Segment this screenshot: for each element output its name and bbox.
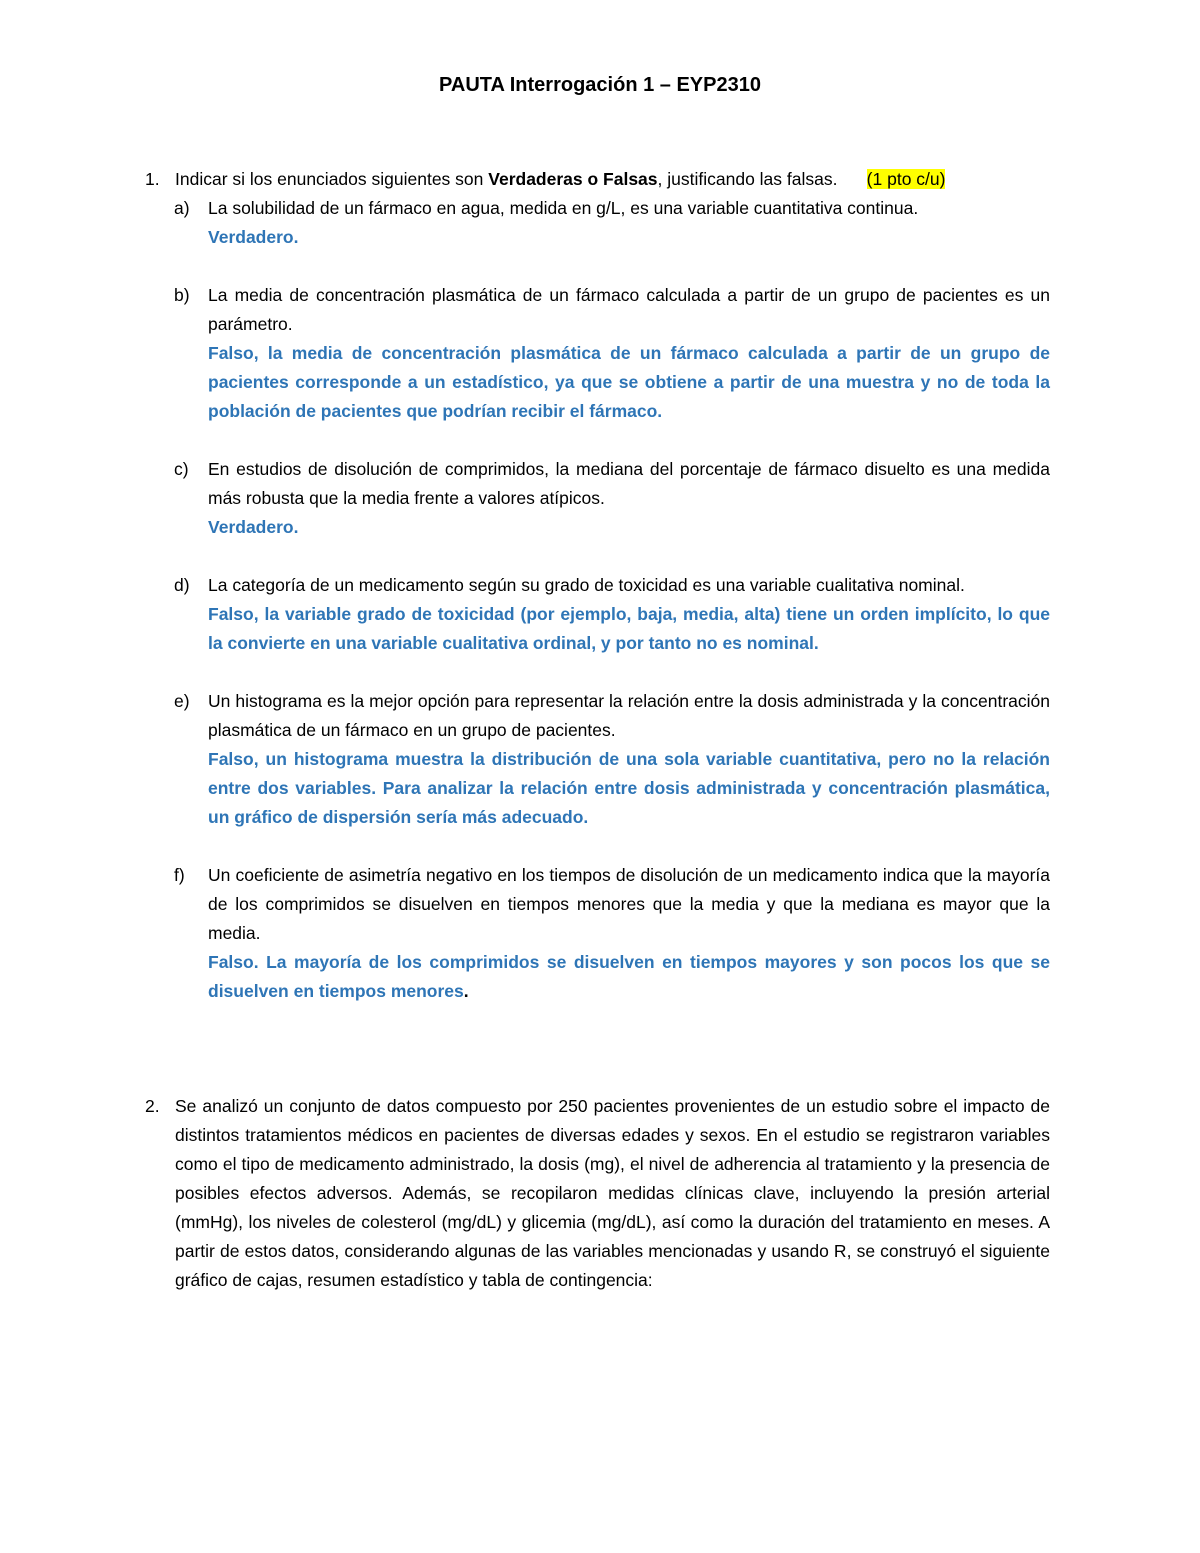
item-letter: c) [174, 459, 189, 479]
item-letter: d) [174, 575, 190, 595]
item-answer: Verdadero. [208, 227, 299, 247]
item-statement: Un histograma es la mejor opción para representar la relación entre la dosis administrada y la concentración plasmática de un fármaco en un grupo de pacientes. [208, 691, 1050, 740]
item-answer: Falso, un histograma muestra la distribución de una sola variable cuantitativa, pero no la relación entre dos variables. Para analizar la relación entre dosis administrada y concentración plasmática, un gráfico de dispersión sería más adecuado. [208, 749, 1050, 827]
item-answer: Falso, la media de concentración plasmática de un fármaco calculada a partir de un grupo de pacientes corresponde a un estadístico, ya que se obtiene a partir de una muestra y no de toda la población de pacientes que podrían recibir el fármaco. [208, 343, 1050, 421]
item-letter: a) [174, 198, 190, 218]
list-item [145, 281, 1050, 426]
prompt-text: Indicar si los enunciados siguientes son [175, 169, 489, 189]
question-1-prompt [175, 165, 1050, 194]
points-badge: (1 pto c/u) [866, 169, 946, 189]
list-item [145, 571, 1050, 658]
item-answer: Verdadero. [208, 517, 299, 537]
prompt-bold-text: Verdaderas o Falsas [488, 169, 658, 189]
question-1-items [145, 194, 1050, 1006]
list-item [145, 861, 1050, 1006]
question-2-text: Se analizó un conjunto de datos compuesto por 250 pacientes provenientes de un estudio sobre el impacto de distintos tratamientos médicos en pacientes de diversas edades y sexos. En el estudio se registraron variables como el tipo de medicamento administrado, la dosis (mg), el nivel de adherencia al tratamiento y la presencia de posibles efectos adversos. Además, se recopilaron medidas clínicas clave, incluyendo la presión arterial (mmHg), los niveles de colesterol (mg/dL) y glicemia (mg/dL), así como la duración del tratamiento en meses. A partir de estos datos, considerando algunas de las variables mencionadas y usando R, se construyó el siguiente gráfico de cajas, resumen estadístico y tabla de contingencia: [175, 1096, 1050, 1290]
item-answer-wrap [208, 948, 1050, 1006]
list-item [145, 455, 1050, 542]
list-item [145, 194, 1050, 252]
item-letter: e) [174, 691, 190, 711]
item-statement: La categoría de un medicamento según su grado de toxicidad es una variable cualitativa nominal. [208, 575, 965, 595]
question-2 [145, 1092, 1050, 1295]
prompt-text-end: , justificando las falsas. [657, 169, 838, 189]
item-letter: b) [174, 285, 190, 305]
question-1 [145, 165, 1050, 1006]
item-answer: Falso. La mayoría de los comprimidos se disuelven en tiempos mayores y son pocos los que se disuelven en tiempos menores [208, 952, 1050, 1001]
document-title: PAUTA Interrogación 1 – EYP2310 [439, 74, 761, 96]
item-letter: f) [174, 865, 185, 885]
item-statement: La solubilidad de un fármaco en agua, medida en g/L, es una variable cuantitativa continua. [208, 198, 919, 218]
item-statement: La media de concentración plasmática de un fármaco calculada a partir de un grupo de pacientes es un parámetro. [208, 285, 1050, 334]
item-statement: Un coeficiente de asimetría negativo en los tiempos de disolución de un medicamento indica que la mayoría de los comprimidos se disuelven en tiempos menores que la media y que la mediana es mayor que la media. [208, 865, 1050, 943]
item-answer-tail: . [463, 981, 469, 1001]
item-statement: En estudios de disolución de comprimidos, la mediana del porcentaje de fármaco disuelto es una medida más robusta que la media frente a valores atípicos. [208, 459, 1050, 508]
list-item [145, 687, 1050, 832]
question-number: 2. [145, 1096, 160, 1116]
question-number: 1. [145, 169, 160, 189]
item-answer: Falso, la variable grado de toxicidad (por ejemplo, baja, media, alta) tiene un orden implícito, lo que la convierte en una variable cualitativa ordinal, y por tanto no es nominal. [208, 604, 1050, 653]
